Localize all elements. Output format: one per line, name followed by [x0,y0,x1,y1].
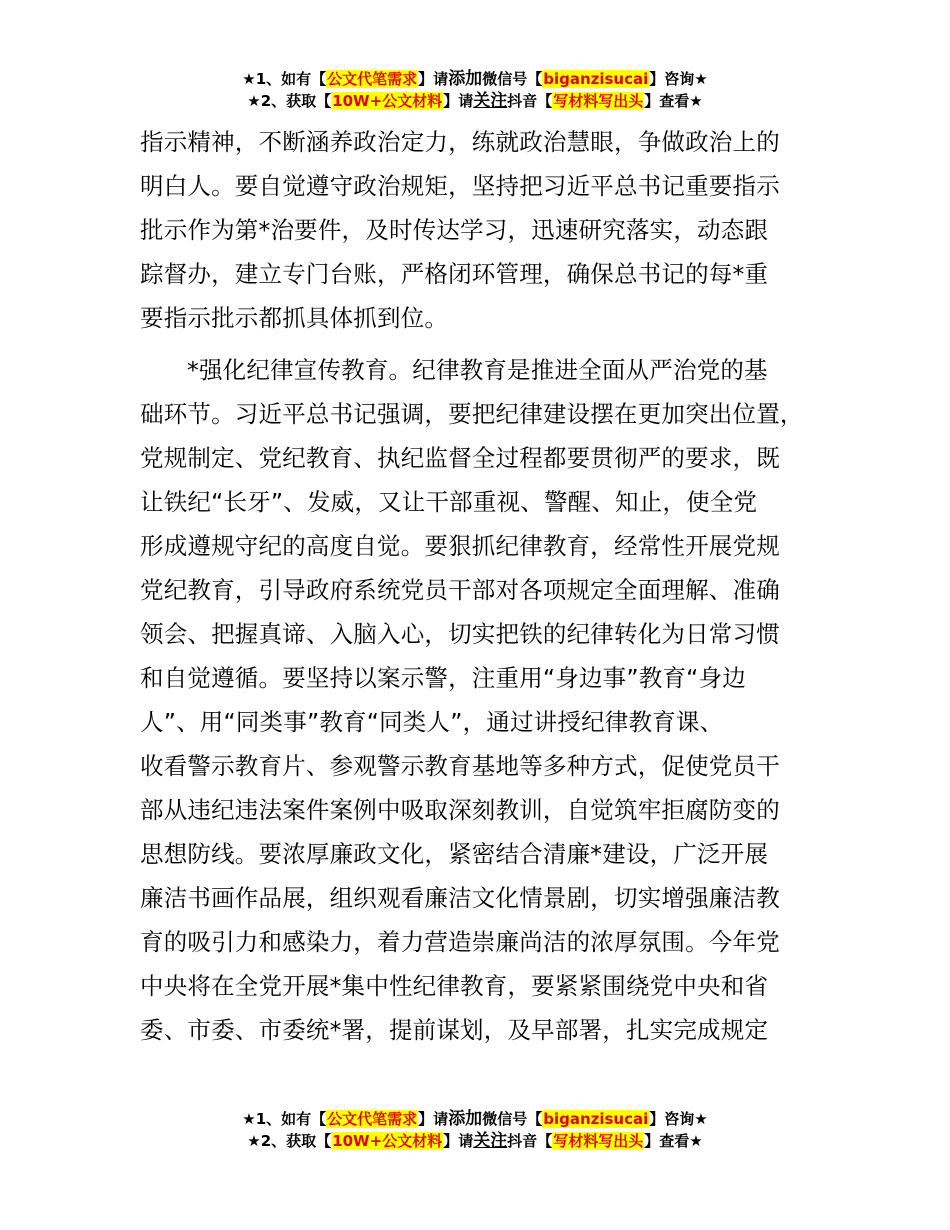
text-line: 委、市委、市委统*署，提前谋划，及早部署，扎实完成规定 [140,1016,769,1044]
banner-text: 】请 [443,92,474,110]
banner-line-1 [0,1108,950,1130]
banner-text: 】请 [418,1110,449,1128]
footer-banner [0,1108,950,1152]
text-line: 踪督办，建立专门台账，严格闭环管理，确保总书记的每*重 [140,260,769,288]
banner-highlight: 公文代笔需求 [327,1110,418,1128]
banner-text: ★2、获取【 [247,1132,332,1150]
text-line: 收看警示教育片、参观警示教育基地等多种方式，促使党员干 [140,752,780,780]
paragraph-2 [140,348,820,1052]
paragraph-spacer [140,340,820,348]
text-line: 领会、把握真谛、入脑入心，切实把铁的纪律转化为日常习惯 [140,620,780,648]
banner-line-2 [0,1130,950,1152]
text-line: 中央将在全党开展*集中性纪律教育，要紧紧围绕党中央和省 [140,972,769,1000]
banner-emphasis: 关注 [473,1131,508,1151]
banner-text: 】咨询★ [649,70,708,88]
banner-text: 微信号【 [482,70,543,88]
text-line: 要指示批示都抓具体抓到位。 [140,304,449,332]
text-line: 形成遵规守纪的高度自觉。要狠抓纪律教育，经常性开展党规 [140,532,780,560]
text-line: 让铁纪“长牙”、发威，又让干部重视、警醒、知止，使全党 [140,488,758,516]
banner-highlight: biganzisucai [543,1110,649,1128]
banner-text: ★2、获取【 [247,92,332,110]
text-line: 人”、用“同类事”教育“同类人”，通过讲授纪律教育课、 [140,708,724,736]
text-line: 党纪教育，引导政府系统党员干部对各项规定全面理解、准确 [140,576,780,604]
paragraph-1 [140,120,820,340]
text-line: 指示精神，不断涵养政治定力，练就政治慧眼，争做政治上的 [140,128,780,156]
banner-highlight: 10W+公文材料 [332,1132,443,1150]
banner-emphasis: 添加 [448,69,483,89]
banner-text: 】查看★ [644,1132,703,1150]
banner-text: ★1、如有【 [242,70,327,88]
banner-text: 】请 [418,70,449,88]
banner-emphasis: 添加 [448,1109,483,1129]
banner-text: 】查看★ [644,92,703,110]
text-line: 和自觉遵循。要坚持以案示警，注重用“身边事”教育“身边 [140,664,746,692]
text-line: 党规制定、党纪教育、执纪监督全过程都要贯彻严的要求，既 [140,444,780,472]
banner-highlight: 写材料写出头 [553,92,644,110]
banner-text: 抖音【 [507,92,553,110]
banner-highlight: biganzisucai [543,70,649,88]
text-line: 部从违纪违法案件案例中吸取深刻教训，自觉筑牢拒腐防变的 [140,796,780,824]
banner-text: 抖音【 [507,1132,553,1150]
banner-text: ★1、如有【 [242,1110,327,1128]
header-banner [0,68,950,112]
banner-line-2 [0,90,950,112]
text-line: *强化纪律宣传教育。纪律教育是推进全面从严治党的基 [187,356,768,384]
banner-text: 】请 [443,1132,474,1150]
text-line: 廉洁书画作品展，组织观看廉洁文化情景剧，切实增强廉洁教 [140,884,780,912]
banner-highlight: 写材料写出头 [553,1132,644,1150]
banner-emphasis: 关注 [473,91,508,111]
banner-highlight: 10W+公文材料 [332,92,443,110]
text-line: 育的吸引力和感染力，着力营造崇廉尚洁的浓厚氛围。今年党 [140,928,780,956]
text-line: 明白人。要自觉遵守政治规矩，坚持把习近平总书记重要指示 [140,172,780,200]
document-body [140,120,820,1052]
banner-text: 微信号【 [482,1110,543,1128]
banner-line-1 [0,68,950,90]
banner-highlight: 公文代笔需求 [327,70,418,88]
text-line: 批示作为第*治要件，及时传达学习，迅速研究落实，动态跟 [140,216,769,244]
text-line: 思想防线。要浓厚廉政文化，紧密结合清廉*建设，广泛开展 [140,840,769,868]
banner-text: 】咨询★ [649,1110,708,1128]
text-line: 础环节。习近平总书记强调，要把纪律建设摆在更加突出位置， [140,400,804,428]
